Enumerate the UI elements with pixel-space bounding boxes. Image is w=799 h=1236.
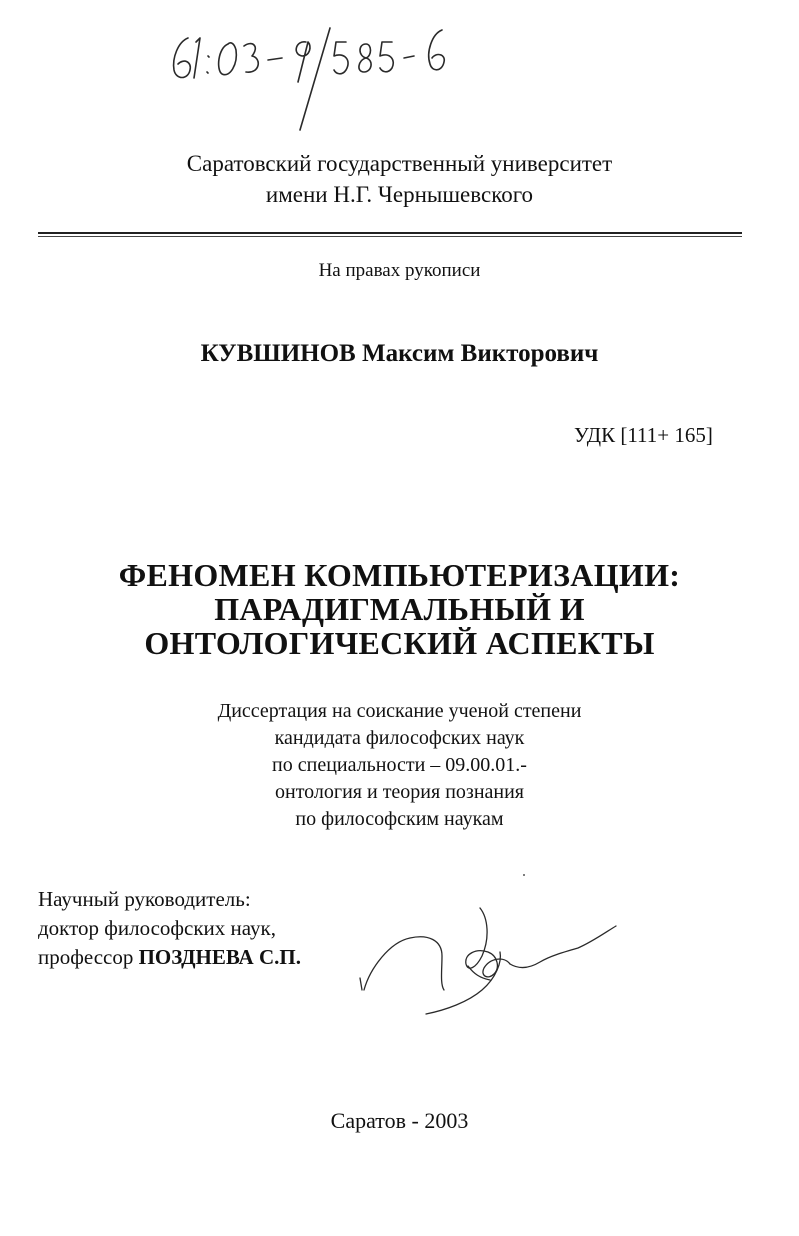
udk-code: УДК [111+ 165] <box>574 423 713 447</box>
degree-line-2: кандидата философских наук <box>274 727 525 749</box>
supervisor-title: профессор <box>38 945 134 969</box>
degree-line-4: онтология и теория познания <box>274 781 524 803</box>
title-line-3: ОНТОЛОГИЧЕСКИЙ АСПЕКТЫ <box>144 625 655 661</box>
title-line-1: ФЕНОМЕН КОМПЬЮТЕРИЗАЦИИ: <box>118 557 681 593</box>
header-divider-thin <box>38 236 742 237</box>
supervisor-line-2: доктор философских наук, <box>38 916 276 940</box>
header-divider <box>38 232 742 234</box>
degree-line-1: Диссертация на соискание ученой степени <box>217 700 582 722</box>
university-name <box>0 148 799 210</box>
degree-line-5: по философским наукам <box>295 808 504 830</box>
author-name <box>0 340 799 368</box>
supervisor-line-1: Научный руководитель: <box>38 887 251 911</box>
author-surname: КУВШИНОВ <box>200 340 356 367</box>
supervisor-line-3 <box>38 943 301 972</box>
stray-mark <box>523 874 525 876</box>
supervisor-signature <box>350 898 620 1018</box>
author-given-names: Максим Викторович <box>361 340 599 367</box>
degree-line-3: по специальности – 09.00.01.- <box>272 754 527 776</box>
manuscript-rights: На правах рукописи <box>318 260 481 281</box>
city-year: Саратов - 2003 <box>330 1108 469 1133</box>
handwritten-archive-code <box>160 8 500 148</box>
university-line-2: имени Н.Г. Чернышевского <box>265 182 534 207</box>
supervisor-name: ПОЗДНЕВА С.П. <box>138 945 301 969</box>
university-line-1: Саратовский государственный университет <box>186 151 613 176</box>
dissertation-title <box>0 558 799 660</box>
title-line-2: ПАРАДИГМАЛЬНЫЙ И <box>214 591 585 627</box>
svg-text:61: 03-9/585-6: 61: 03-9/585-6 <box>160 8 166 9</box>
degree-description <box>0 698 799 833</box>
scientific-supervisor <box>38 885 301 972</box>
